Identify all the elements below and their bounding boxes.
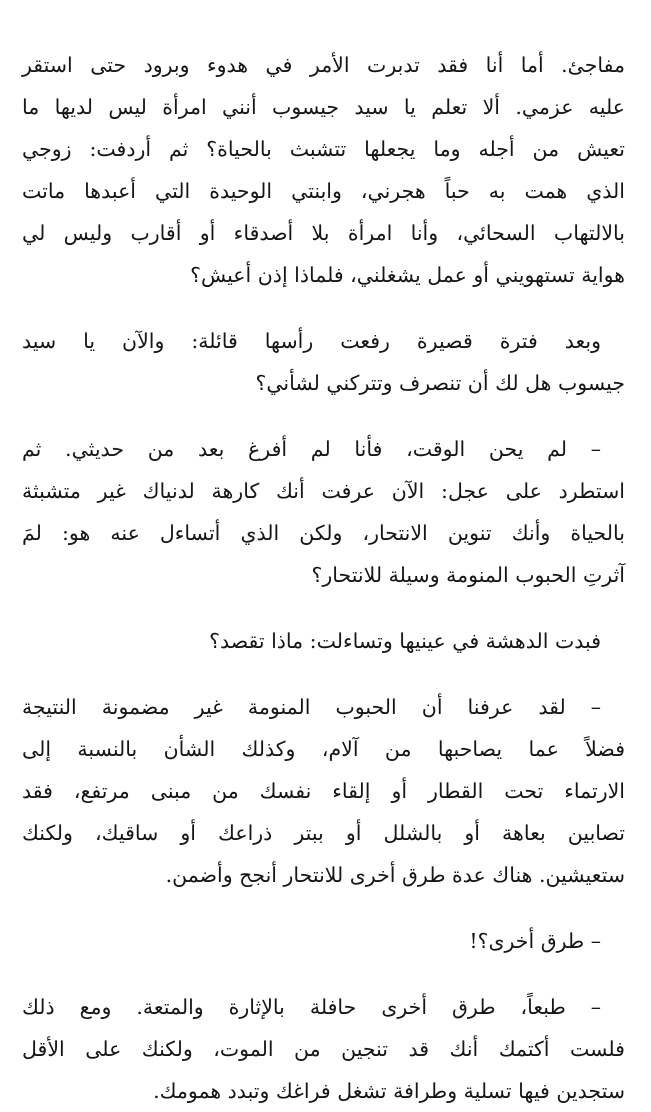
text-line: تعيش من أجله وما يجعلها تتشبث بالحياة؟ ثم أردفت: زوجي (22, 137, 625, 161)
text-line: – لقد عرفنا أن الحبوب المنومة غير مضمونة النتيجة (22, 695, 601, 719)
text-line: مفاجئ. أما أنا فقد تدبرت الأمر في هدوء وبرود حتى استقر (22, 53, 625, 77)
paragraph-gap (22, 962, 625, 986)
paragraph-gap (22, 296, 625, 320)
text-line: الارتماء تحت القطار أو إلقاء نفسك من مبنى مرتفع، فقد (22, 779, 625, 803)
paragraph-gap (22, 404, 625, 428)
paragraph-2 (22, 320, 625, 404)
text-line: الذي همت به حباً هجرني، وابنتي الوحيدة التي أعبدها ماتت (22, 179, 625, 203)
book-page (22, 44, 625, 1112)
text-line: فلست أكتمك أنك قد تنجين من الموت، ولكنك على الأقل (22, 1037, 625, 1061)
text-line: وبعد فترة قصيرة رفعت رأسها قائلة: والآن يا سيد (22, 329, 601, 353)
paragraph-3 (22, 428, 625, 596)
text-line: ستجدين فيها تسلية وطرافة تشغل فراغك وتبدد همومك. (153, 1079, 625, 1103)
text-line: جيسوب هل لك أن تنصرف وتتركني لشأني؟ (255, 371, 625, 395)
text-line: استطرد على عجل: الآن عرفت أنك كارهة لدنياك غير متشبثة (22, 479, 625, 503)
text-line: ستعيشين. هناك عدة طرق أخرى للانتحار أنجح وأضمن. (165, 863, 625, 887)
text-line: عليه عزمي. ألا تعلم يا سيد جيسوب أنني امرأة ليس لديها ما (22, 95, 625, 119)
text-line: هواية تستهويني أو عمل يشغلني، فلماذا إذن أعيش؟ (190, 263, 625, 287)
paragraph-1 (22, 44, 625, 296)
text-line: – لم يحن الوقت، فأنا لم أفرغ بعد من حديثي. ثم (22, 437, 601, 461)
paragraph-7 (22, 986, 625, 1112)
text-line: فضلاً عما يصاحبها من آلام، وكذلك الشأن بالنسبة إلى (22, 737, 625, 761)
paragraph-gap (22, 662, 625, 686)
paragraph-4 (22, 620, 625, 662)
text-line: آثرتِ الحبوب المنومة وسيلة للانتحار؟ (311, 563, 625, 587)
paragraph-5 (22, 686, 625, 896)
text-line: – طبعاً، طرق أخرى حافلة بالإثارة والمتعة. ومع ذلك (22, 995, 601, 1019)
paragraph-6 (22, 920, 625, 962)
text-line: فبدت الدهشة في عينيها وتساءلت: ماذا تقصد؟ (209, 629, 601, 653)
text-line: بالالتهاب السحائي، وأنا امرأة بلا أصدقاء أو أقارب وليس لي (22, 221, 625, 245)
text-line: تصابين بعاهة أو بالشلل أو ببتر ذراعك أو ساقيك، ولكنك (22, 821, 625, 845)
paragraph-gap (22, 896, 625, 920)
paragraph-gap (22, 596, 625, 620)
text-line: – طرق أخرى؟! (469, 929, 601, 953)
text-line: بالحياة وأنك تنوين الانتحار، ولكن الذي أتساءل عنه هو: لمَ (22, 521, 625, 545)
